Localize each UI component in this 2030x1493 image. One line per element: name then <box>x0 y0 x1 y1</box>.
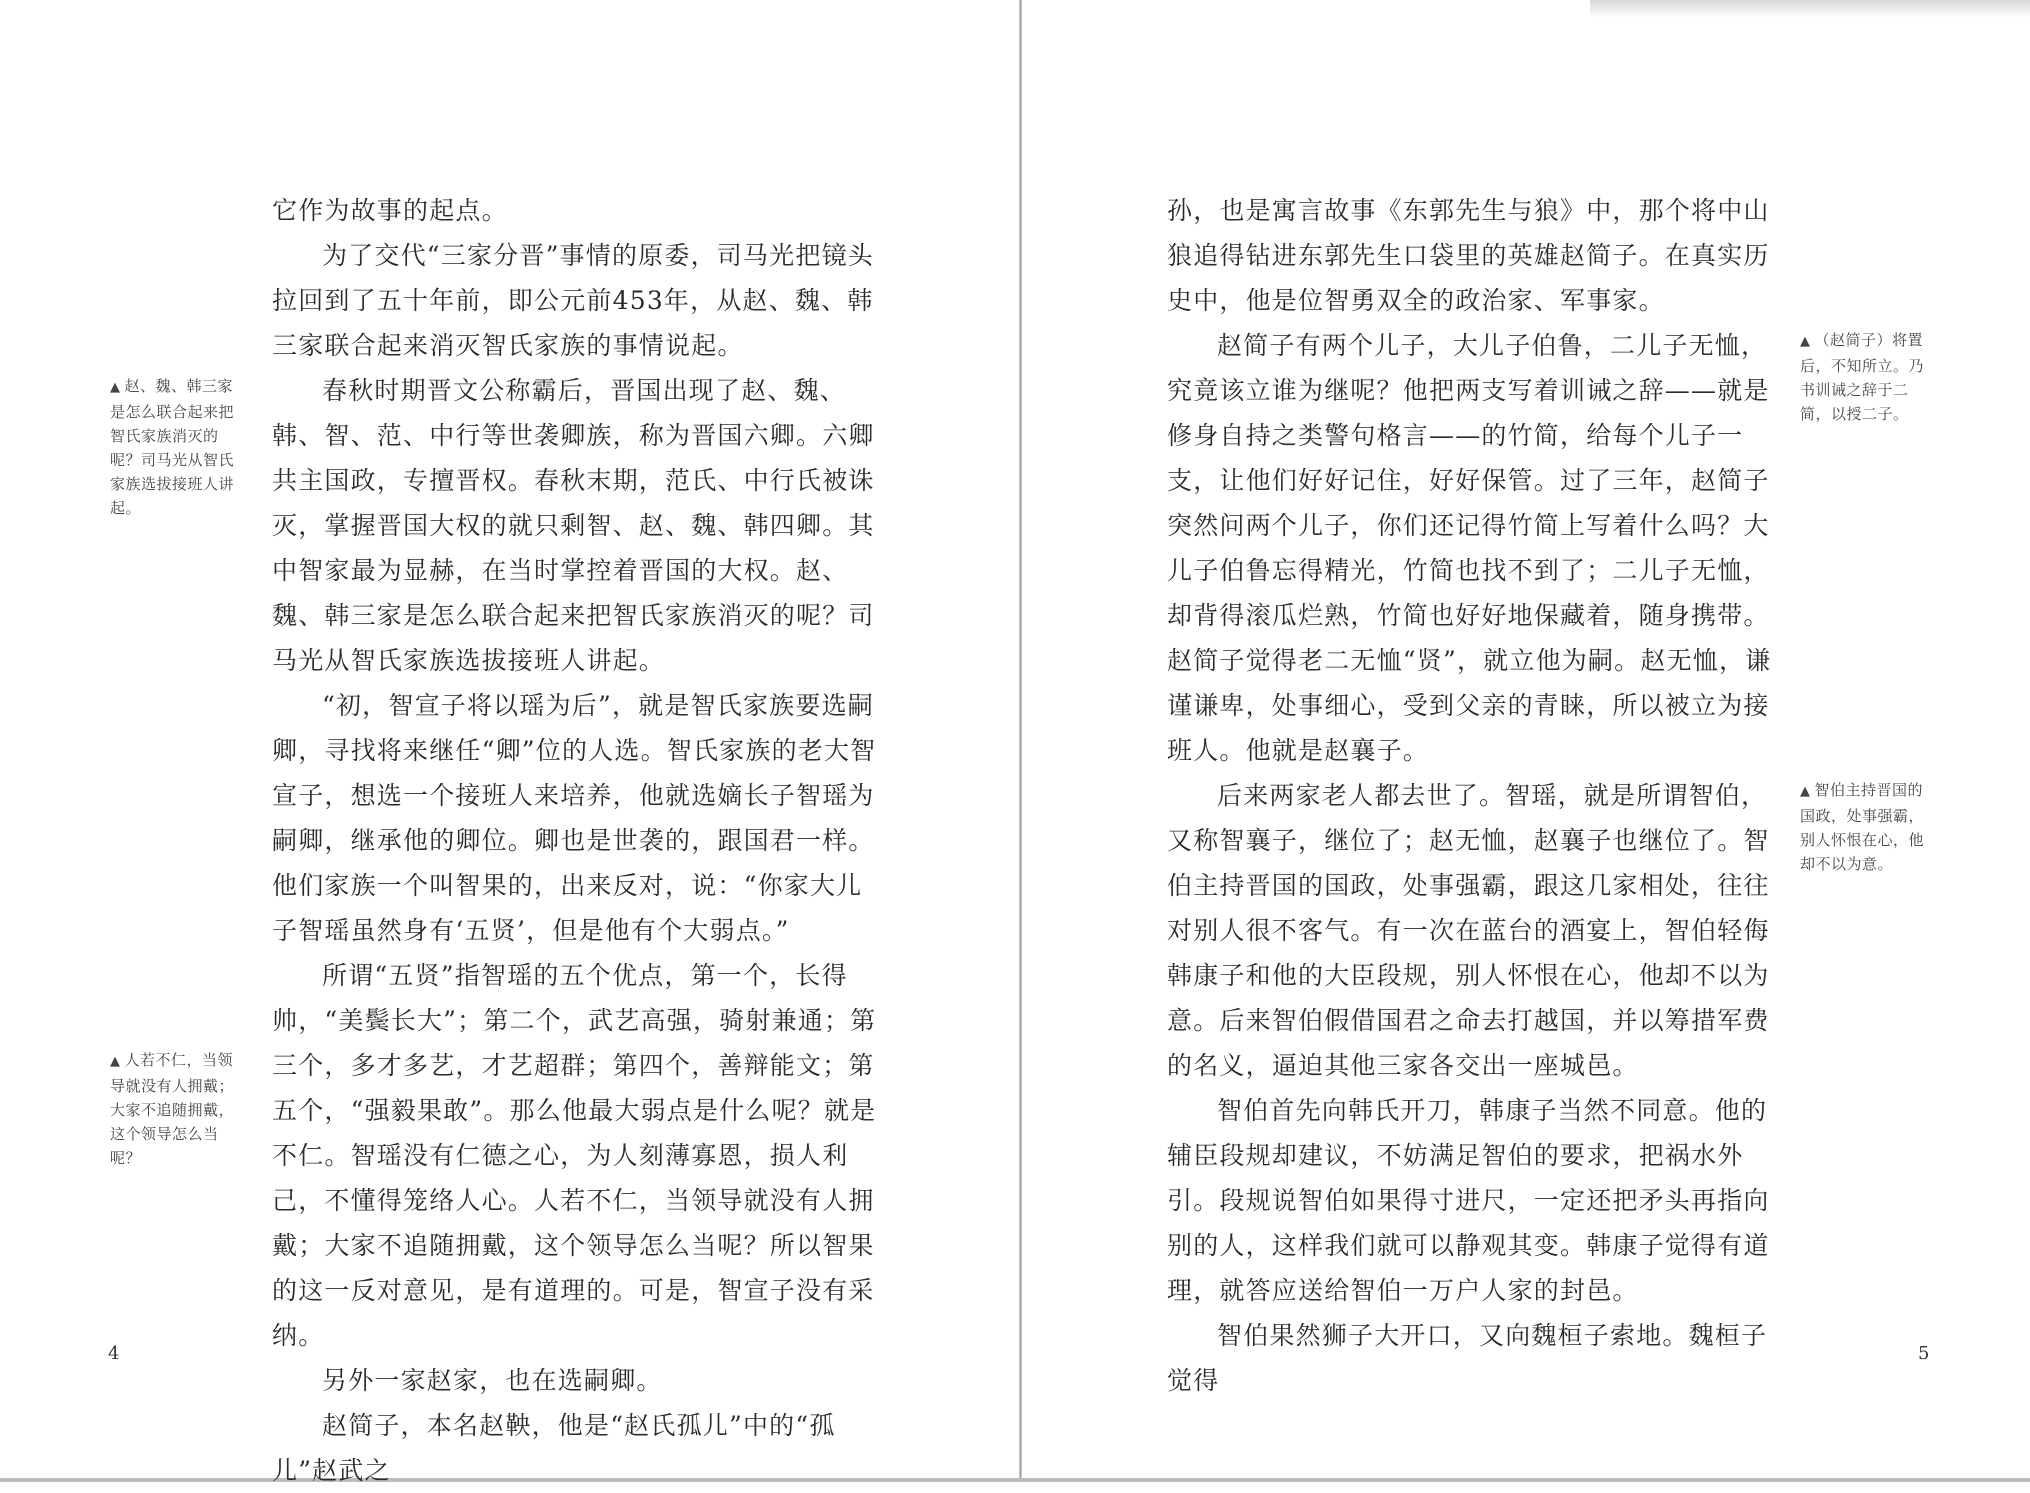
margin-note <box>1800 778 1938 876</box>
triangle-marker-icon: ▲ <box>110 1054 121 1069</box>
margin-note <box>110 1048 248 1170</box>
triangle-marker-icon: ▲ <box>110 380 121 395</box>
page-gutter <box>1019 0 1022 1482</box>
right-body-text <box>1167 188 1777 1403</box>
margin-note-text: 人若不仁，当领导就没有人拥戴；大家不追随拥戴，这个领导怎么当呢？ <box>110 1051 235 1167</box>
paragraph: 它作为故事的起点。 <box>272 196 508 225</box>
paragraph: 赵简子，本名赵鞅，他是“赵氏孤儿”中的“孤儿”赵武之 <box>272 1411 836 1485</box>
paragraph: 为了交代“三家分晋”事情的原委，司马光把镜头拉回到了五十年前，即公元前453年，从赵、魏、韩三家联合起来消灭智氏家族的事情说起。 <box>272 241 874 360</box>
paragraph: 春秋时期晋文公称霸后，晋国出现了赵、魏、韩、智、范、中行等世袭卿族，称为晋国六卿。六卿共主国政，专擅晋权。春秋末期，范氏、中行氏被诛灭，掌握晋国大权的就只剩智、赵、魏、韩四卿。其中智家最为显赫，在当时掌控着晋国的大权。赵、魏、韩三家是怎么联合起来把智氏家族消灭的呢？司马光从智氏家族选拔接班人讲起。 <box>272 376 875 675</box>
margin-note-text: 赵、魏、韩三家是怎么联合起来把智氏家族消灭的呢？司马光从智氏家族选拔接班人讲起。 <box>110 377 235 517</box>
paragraph: 赵简子有两个儿子，大儿子伯鲁，二儿子无恤，究竟该立谁为继呢？他把两支写着训诫之辞——就是修身自持之类警句格言——的竹简，给每个儿子一支，让他们好好记住，好好保管。过了三年，赵简子突然问两个儿子，你们还记得竹简上写着什么吗？大儿子伯鲁忘得精光，竹简也找不到了；二儿子无恤，却背得滚瓜烂熟，竹简也好好地保藏着，随身携带。赵简子觉得老二无恤“贤”，就立他为嗣。赵无恤，谦谨谦卑，处事细心，受到父亲的青睐，所以被立为接班人。他就是赵襄子。 <box>1167 331 1772 765</box>
margin-note <box>1800 328 1938 426</box>
paragraph: “初，智宣子将以瑶为后”，就是智氏家族要选嗣卿，寻找将来继任“卿”位的人选。智氏家族的老大智宣子，想选一个接班人来培养，他就选嫡长子智瑶为嗣卿，继承他的卿位。卿也是世袭的，跟国君一样。他们家族一个叫智果的，出来反对，说：“你家大儿子智瑶虽然身有‘五贤’，但是他有个大弱点。” <box>272 691 877 945</box>
paragraph: 另外一家赵家，也在选嗣卿。 <box>322 1366 663 1395</box>
paragraph: 智伯首先向韩氏开刀，韩康子当然不同意。他的辅臣段规却建议，不妨满足智伯的要求，把祸水外引。段规说智伯如果得寸进尺，一定还把矛头再指向别的人，这样我们就可以静观其变。韩康子觉得有道理，就答应送给智伯一万户人家的封邑。 <box>1167 1096 1770 1305</box>
margin-note <box>110 374 248 520</box>
paragraph: 后来两家老人都去世了。智瑶，就是所谓智伯，又称智襄子，继位了；赵无恤，赵襄子也继位了。智伯主持晋国的国政，处事强霸，跟这几家相处，往往对别人很不客气。有一次在蓝台的酒宴上，智伯轻侮韩康子和他的大臣段规，别人怀恨在心，他却不以为意。后来智伯假借国君之命去打越国，并以筹措军费的名义，逼迫其他三家各交出一座城邑。 <box>1167 781 1770 1080</box>
paragraph: 智伯果然狮子大开口，又向魏桓子索地。魏桓子觉得 <box>1167 1321 1768 1395</box>
triangle-marker-icon: ▲ <box>1800 784 1811 799</box>
page-number-left: 4 <box>108 1343 120 1364</box>
paragraph: 孙，也是寓言故事《东郭先生与狼》中，那个将中山狼追得钻进东郭先生口袋里的英雄赵简子。在真实历史中，他是位智勇双全的政治家、军事家。 <box>1167 196 1770 315</box>
left-body-text <box>272 188 882 1493</box>
paragraph: 所谓“五贤”指智瑶的五个优点，第一个，长得帅，“美鬓长大”；第二个，武艺高强，骑射兼通；第三个，多才多艺，才艺超群；第四个，善辩能文；第五个，“强毅果敢”。那么他最大弱点是什么呢？就是不仁。智瑶没有仁德之心，为人刻薄寡恩，损人利己，不懂得笼络人心。人若不仁，当领导就没有人拥戴；大家不追随拥戴，这个领导怎么当呢？所以智果的这一反对意见，是有道理的。可是，智宣子没有采纳。 <box>272 961 877 1350</box>
page-edge-shadow <box>1590 0 2030 18</box>
margin-note-text: （赵简子）将置后，不知所立。乃书训诫之辞于二简，以授二子。 <box>1800 331 1925 423</box>
margin-note-text: 智伯主持晋国的国政，处事强霸，别人怀恨在心，他却不以为意。 <box>1800 781 1925 873</box>
triangle-marker-icon: ▲ <box>1800 334 1811 349</box>
page-number-right: 5 <box>1918 1343 1930 1364</box>
